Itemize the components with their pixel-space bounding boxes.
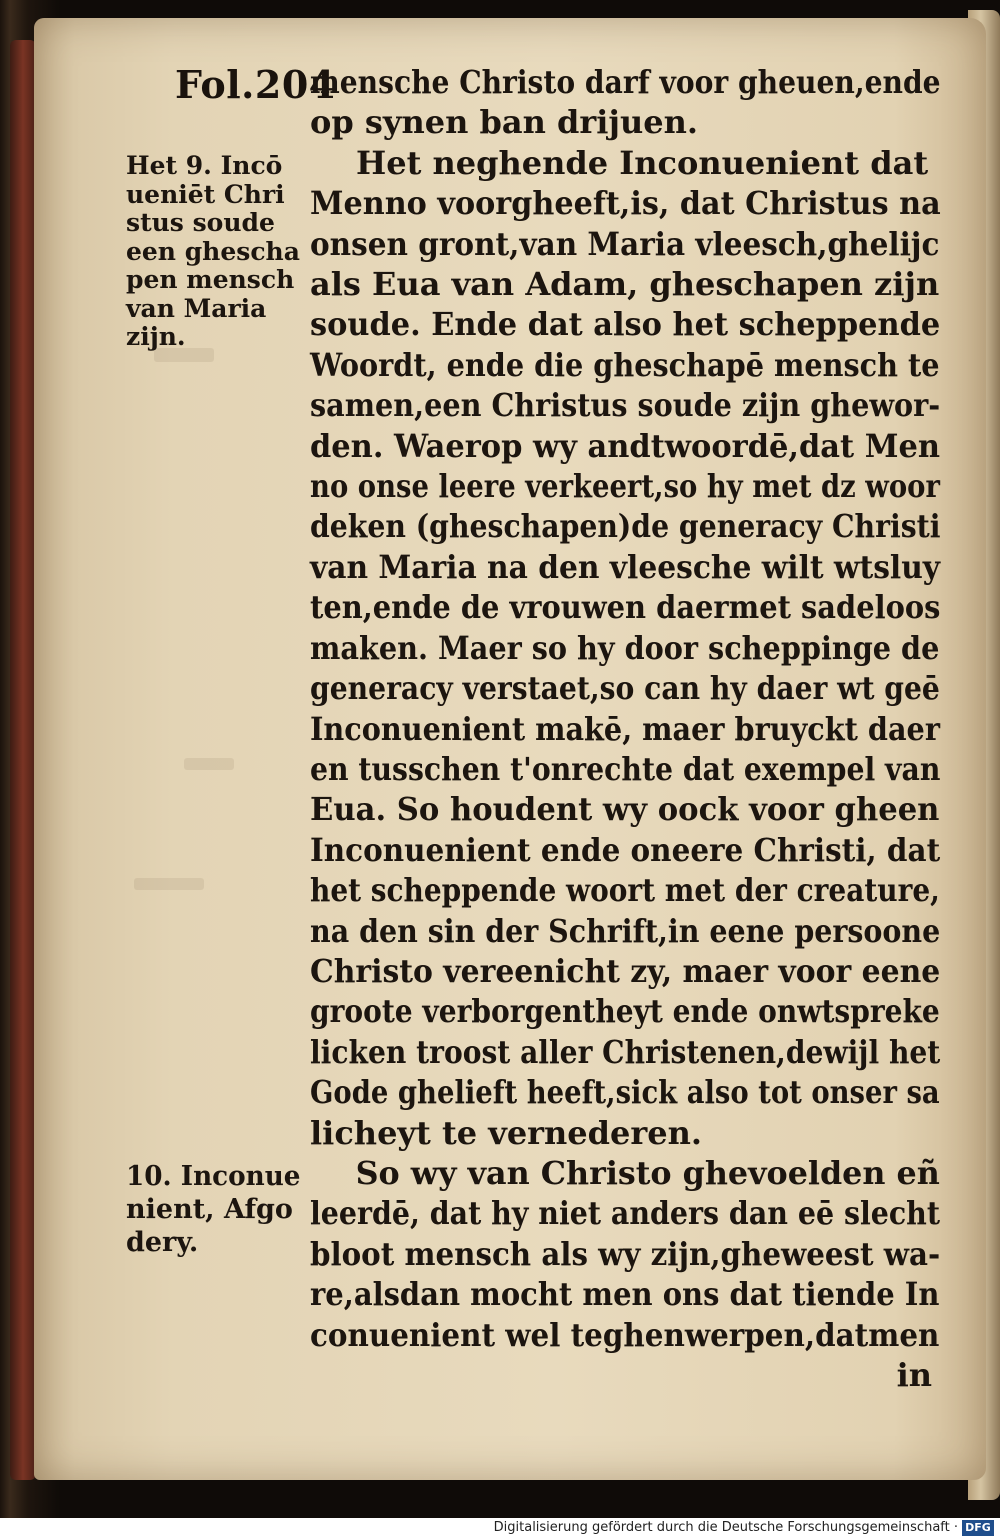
text-line: van Maria na den vleesche wilt wtsluy xyxy=(310,547,941,586)
text-line: en tusschen t'onrechte dat exempel van xyxy=(310,749,941,788)
text-line: Inconuenient ende oneere Christi, dat xyxy=(310,830,941,869)
margin-note-line: dery. xyxy=(126,1227,199,1258)
book-edge-red xyxy=(10,40,36,1480)
text-line: Woordt, ende die gheschapē mensch te xyxy=(310,345,940,384)
text-line: So wy van Christo ghevoelden eñ xyxy=(355,1153,940,1192)
text-line: re,alsdan mocht men ons dat tiende In xyxy=(310,1275,940,1314)
margin-note-line: stus soude xyxy=(126,208,275,237)
margin-note-line: zijn. xyxy=(126,322,186,351)
text-line: groote verborgentheyt ende onwtspreke xyxy=(310,992,940,1031)
margin-note-tenth-inconvenient xyxy=(126,1160,306,1259)
text-line: ten,ende de vrouwen daermet sadeloos xyxy=(310,588,941,627)
text-line: op synen ban drijuen. xyxy=(310,103,699,142)
catchword: in xyxy=(896,1356,932,1394)
text-line: bloot mensch als wy zijn,gheweest wa- xyxy=(310,1234,941,1273)
margin-note-line: een ghescha xyxy=(126,236,300,266)
margin-note-ninth-inconvenient xyxy=(126,152,300,352)
text-line: den. Waerop wy andtwoordē,dat Men xyxy=(310,426,940,465)
text-line: licheyt te vernederen. xyxy=(310,1113,703,1152)
margin-note-line: Het 9. Incō xyxy=(126,151,283,180)
text-line: Het neghende Inconuenient dat xyxy=(356,143,929,182)
margin-note-line: 10. Inconue xyxy=(126,1161,301,1192)
margin-note-line: pen mensch xyxy=(126,265,295,294)
folio-number: Fol.204 xyxy=(175,62,336,107)
margin-note-line: van Maria xyxy=(126,293,267,323)
text-line: soude. Ende dat also het scheppende xyxy=(310,305,941,344)
main-text-block xyxy=(310,62,940,1395)
text-line: licken troost aller Christenen,dewijl het xyxy=(310,1032,941,1071)
text-line: Gode ghelieft heeft,sick also tot onser sa xyxy=(310,1073,940,1112)
bleed-through-mark xyxy=(134,878,204,890)
text-line: samen,een Christus soude zijn ghewor- xyxy=(310,386,941,425)
text-line: Menno voorgheeft,is, dat Christus na xyxy=(310,184,941,223)
text-line: na den sin der Schrift,in eene persoone xyxy=(310,911,941,950)
text-line: mensche Christo darf voor gheuen,ende xyxy=(310,63,941,101)
text-line: Christo vereenicht zy, maer voor eene xyxy=(310,951,941,990)
text-line: deken (gheschapen)de generacy Christi xyxy=(310,507,941,546)
text-line: maken. Maer so hy door scheppinge de xyxy=(310,628,940,667)
text-line: onsen gront,van Maria vleesch,ghelijc xyxy=(310,224,940,263)
text-line: Inconuenient makē, maer bruyckt daer xyxy=(310,709,940,748)
text-line: conuenient wel teghenwerpen,datmen xyxy=(310,1315,940,1354)
text-line: no onse leere verkeert,so hy met dz woor xyxy=(310,467,940,506)
digitization-footer xyxy=(0,1518,1000,1540)
margin-note-line: nient, Afgo xyxy=(126,1194,293,1225)
text-line: het scheppende woort met der creature, xyxy=(310,871,940,910)
text-line: leerdē, dat hy niet anders dan eē slecht xyxy=(310,1194,941,1233)
bleed-through-mark xyxy=(184,758,234,770)
text-line: Eua. So houdent wy oock voor gheen xyxy=(310,790,940,829)
funding-notice: Digitalisierung gefördert durch die Deutsche Forschungsgemeinschaft · xyxy=(493,1520,958,1535)
dfg-logo: DFG xyxy=(962,1520,994,1536)
text-line: generacy verstaet,so can hy daer wt geē xyxy=(310,669,940,708)
text-line: als Eua van Adam, gheschapen zijn xyxy=(310,265,940,304)
margin-note-line: ueniēt Chri xyxy=(126,179,285,209)
